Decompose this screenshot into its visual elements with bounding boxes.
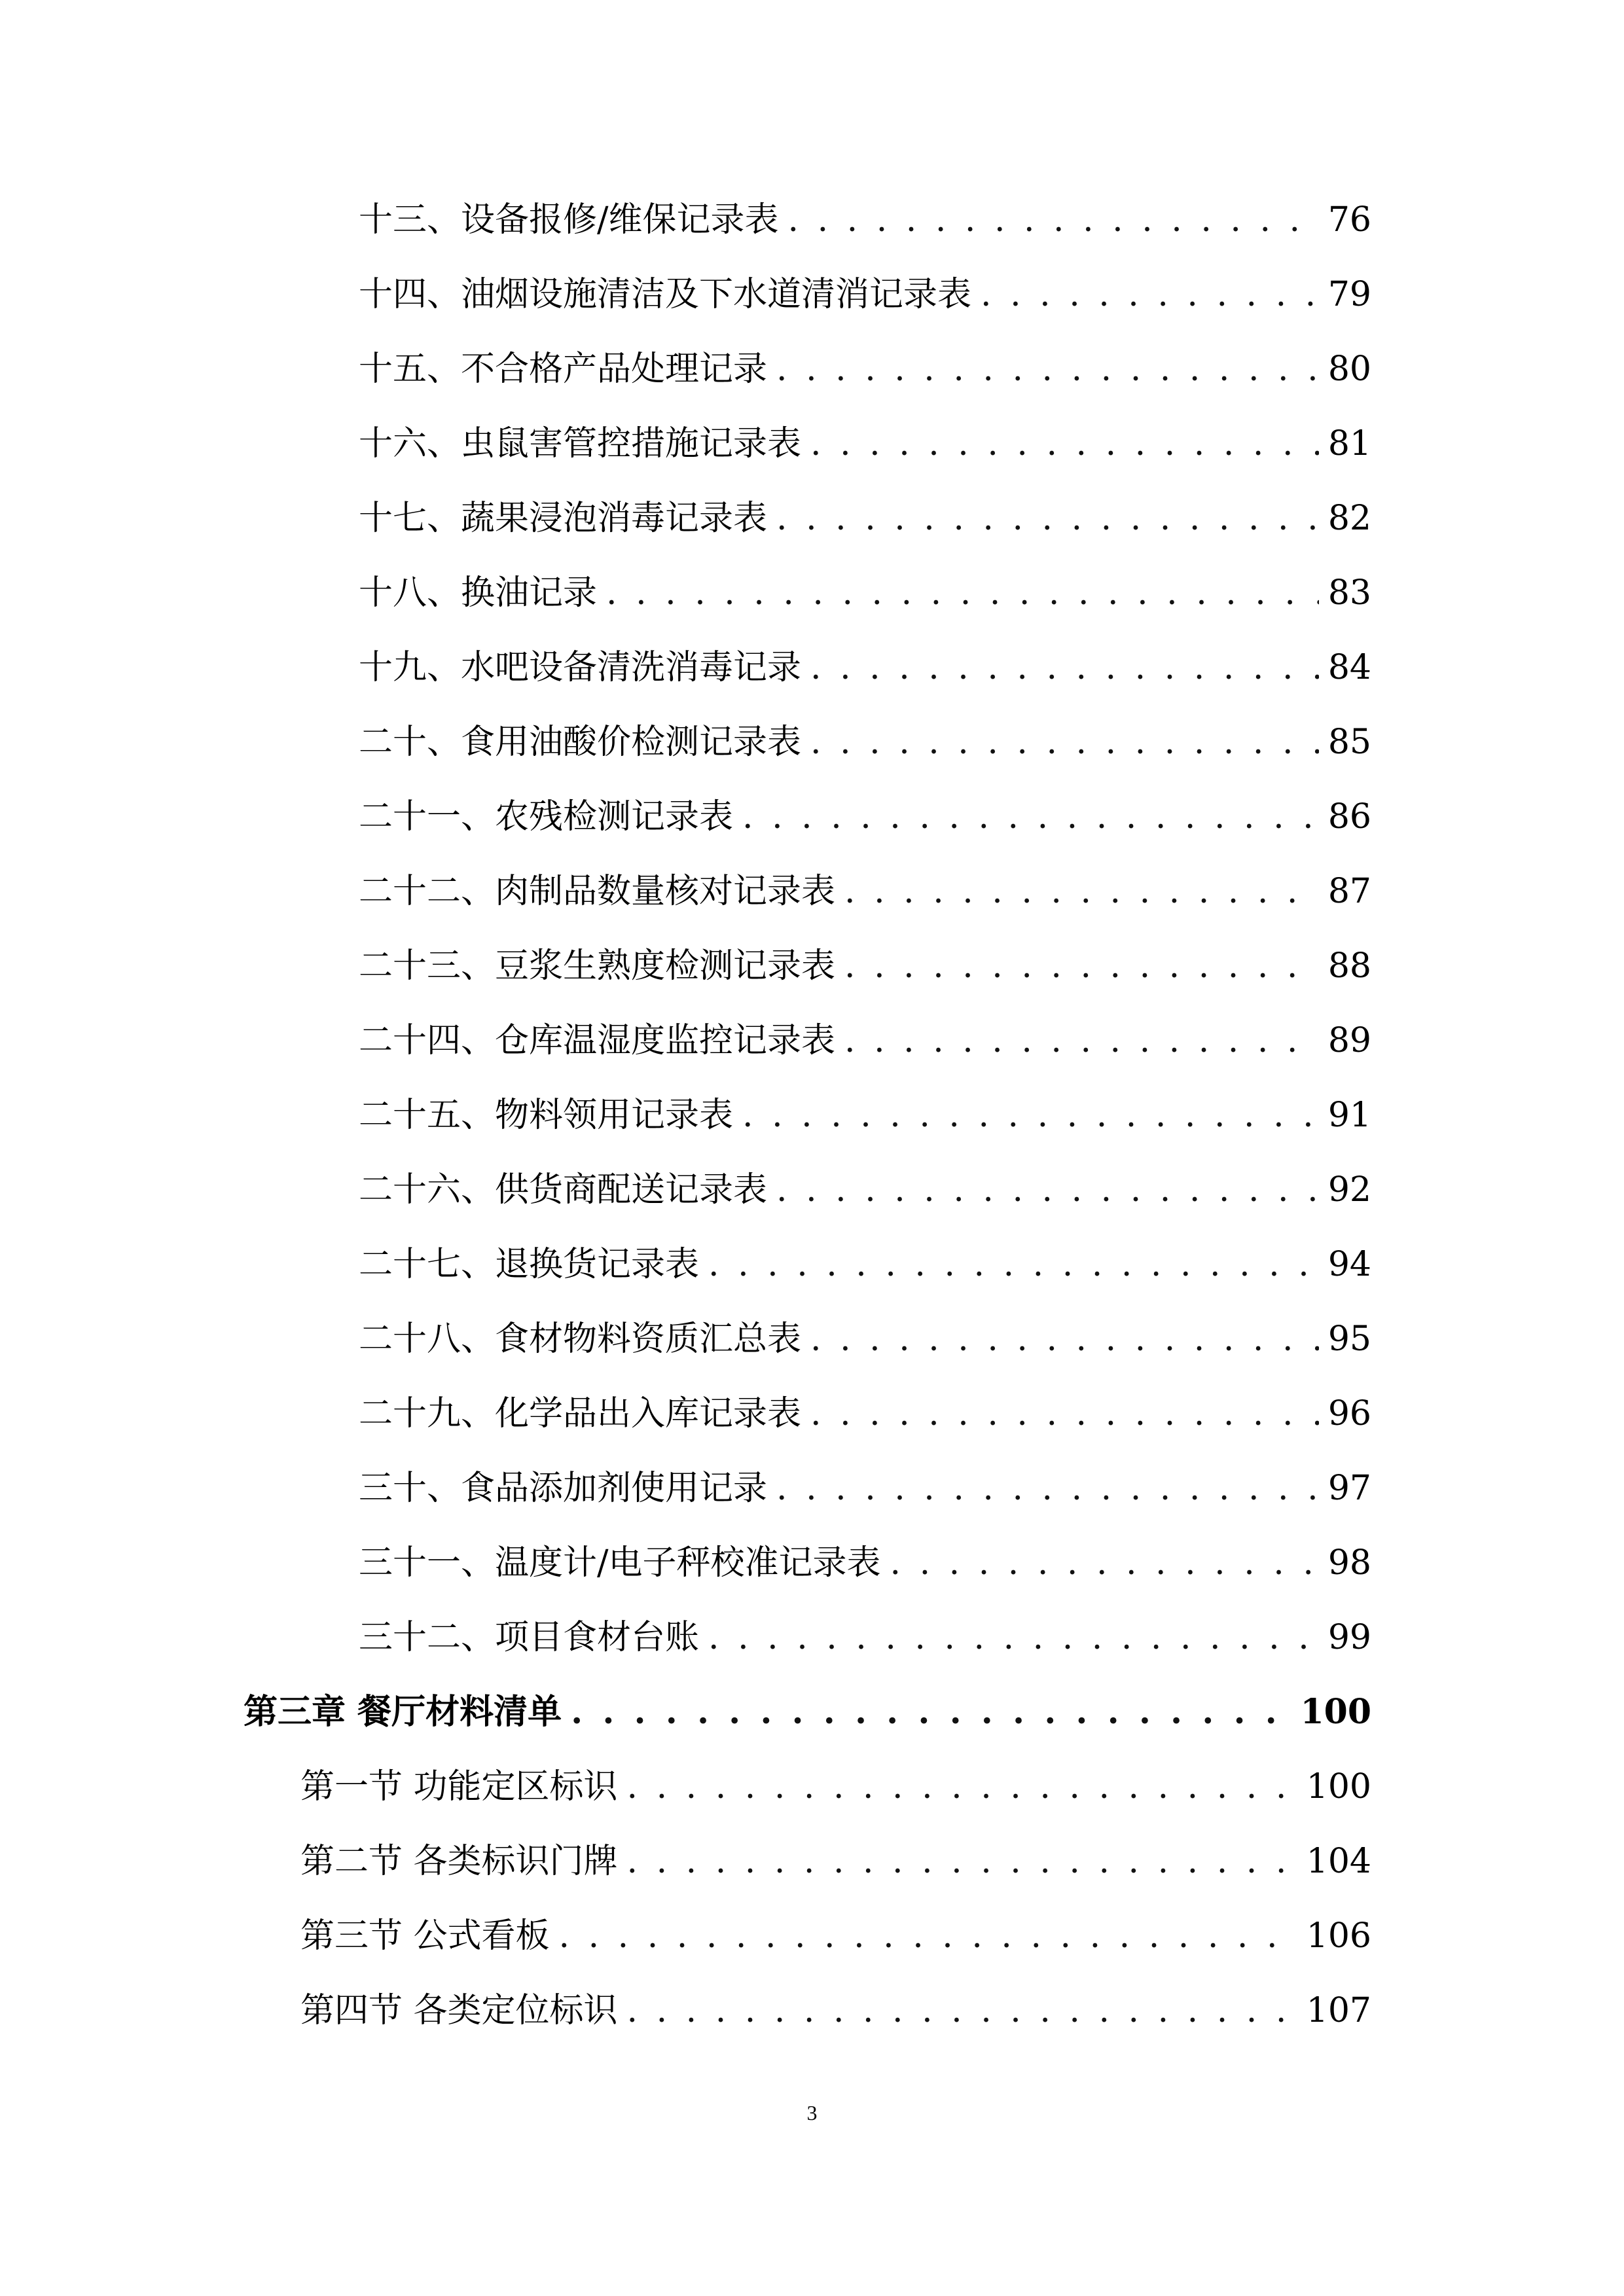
toc-entry-label: 十五、不合格产品处理记录 [359,350,768,389]
toc-entry-page-number: 80 [1327,350,1371,389]
toc-entry-page-number: 84 [1327,648,1371,687]
toc-entry-label: 十九、水吧设备清洗消毒记录 [359,648,802,687]
toc-dot-leader [810,716,1319,768]
toc-item-entry[interactable] [359,1164,1371,1216]
toc-dot-leader [606,567,1319,619]
toc-dot-leader [627,1761,1297,1813]
toc-dot-leader [708,1238,1319,1291]
toc-entry-page-number: 86 [1327,797,1371,836]
toc-entry-label: 二十八、食材物料资质汇总表 [359,1319,802,1359]
toc-item-entry[interactable] [359,1238,1371,1291]
page-number: 3 [806,2101,818,2125]
toc-item-entry[interactable] [359,641,1371,694]
toc-entry-label: 三十二、项目食材台账 [359,1618,700,1657]
toc-section-entry[interactable] [300,1835,1371,1888]
toc-entry-page-number: 99 [1327,1618,1371,1657]
toc-item-entry[interactable] [359,194,1371,246]
toc-dot-leader [571,1686,1291,1738]
toc-entry-page-number: 95 [1327,1319,1371,1359]
toc-entry-page-number: 107 [1306,1991,1371,2030]
toc-item-entry[interactable] [359,1611,1371,1664]
toc-entry-page-number: 79 [1327,275,1371,314]
toc-entry-page-number: 92 [1327,1170,1371,1210]
toc-dot-leader [890,1537,1319,1589]
toc-entry-label: 十四、油烟设施清洁及下水道清消记录表 [359,275,972,314]
toc-entry-page-number: 81 [1327,424,1371,463]
toc-dot-leader [627,1835,1297,1888]
toc-entry-label: 二十、食用油酸价检测记录表 [359,723,802,762]
toc-dot-leader [844,865,1319,918]
toc-entry-page-number: 88 [1327,946,1371,986]
toc-dot-leader [776,1164,1319,1216]
toc-item-entry[interactable] [359,492,1371,545]
toc-entry-page-number: 83 [1327,573,1371,613]
toc-item-entry[interactable] [359,1462,1371,1515]
toc-entry-label: 二十九、化学品出入库记录表 [359,1394,802,1433]
toc-entry-page-number: 94 [1327,1245,1371,1284]
toc-section-entry[interactable] [300,1761,1371,1813]
toc-dot-leader [810,1388,1319,1440]
toc-entry-page-number: 82 [1327,499,1371,538]
toc-entry-label: 二十一、农残检测记录表 [359,797,734,836]
toc-entry-label: 二十二、肉制品数量核对记录表 [359,872,836,911]
toc-entry-label: 三十、食品添加剂使用记录 [359,1469,768,1508]
toc-item-entry[interactable] [359,1388,1371,1440]
toc-item-entry[interactable] [359,567,1371,619]
toc-item-entry[interactable] [359,940,1371,992]
toc-item-entry[interactable] [359,716,1371,768]
toc-item-entry[interactable] [359,268,1371,321]
toc-entry-label: 二十三、豆浆生熟度检测记录表 [359,946,836,986]
toc-item-entry[interactable] [359,1537,1371,1589]
toc-dot-leader [742,791,1319,843]
toc-entry-label: 二十四、仓库温湿度监控记录表 [359,1021,836,1060]
toc-entry-label: 二十六、供货商配送记录表 [359,1170,768,1210]
toc-dot-leader [776,1462,1319,1515]
toc-dot-leader [776,492,1319,545]
toc-item-entry[interactable] [359,418,1371,470]
toc-entry-label: 第三章 餐厅材料清单 [244,1692,562,1732]
toc-dot-leader [559,1910,1297,1962]
toc-item-entry[interactable] [359,1089,1371,1141]
toc-dot-leader [810,418,1319,470]
toc-dot-leader [810,1313,1319,1365]
toc-entry-page-number: 98 [1327,1543,1371,1583]
toc-entry-page-number: 91 [1327,1096,1371,1135]
toc-entry-label: 十八、换油记录 [359,573,598,613]
toc-entry-label: 十三、设备报修/维保记录表 [359,200,779,240]
toc-dot-leader [810,641,1319,694]
toc-dot-leader [776,343,1319,395]
toc-item-entry[interactable] [359,1014,1371,1067]
toc-dot-leader [708,1611,1319,1664]
toc-entry-label: 二十七、退换货记录表 [359,1245,700,1284]
toc-entry-page-number: 85 [1327,723,1371,762]
toc-dot-leader [981,268,1319,321]
toc-entry-page-number: 100 [1306,1767,1371,1806]
toc-dot-leader [788,194,1319,246]
toc-entry-page-number: 104 [1306,1842,1371,1881]
toc-item-entry[interactable] [359,791,1371,843]
toc-item-entry[interactable] [359,1313,1371,1365]
toc-entry-label: 十七、蔬果浸泡消毒记录表 [359,499,768,538]
toc-entry-page-number: 89 [1327,1021,1371,1060]
toc-item-entry[interactable] [359,865,1371,918]
toc-entry-label: 十六、虫鼠害管控措施记录表 [359,424,802,463]
toc-entry-page-number: 96 [1327,1394,1371,1433]
toc-entry-page-number: 76 [1327,200,1371,240]
toc-entry-page-number: 106 [1306,1916,1371,1956]
toc-chapter-entry[interactable] [244,1686,1371,1738]
toc-entry-label: 三十一、温度计/电子秤校准记录表 [359,1543,881,1583]
toc-entry-page-number: 87 [1327,872,1371,911]
toc-entry-page-number: 97 [1327,1469,1371,1508]
toc-dot-leader [627,1984,1297,2037]
toc-section-entry[interactable] [300,1910,1371,1962]
toc-item-entry[interactable] [359,343,1371,395]
toc-dot-leader [844,1014,1319,1067]
toc-entry-label: 二十五、物料领用记录表 [359,1096,734,1135]
toc-entry-label: 第二节 各类标识门牌 [300,1842,618,1881]
toc-entry-label: 第一节 功能定区标识 [300,1767,618,1806]
toc-dot-leader [742,1089,1319,1141]
toc-dot-leader [844,940,1319,992]
toc-entry-label: 第三节 公式看板 [300,1916,550,1956]
toc-entry-label: 第四节 各类定位标识 [300,1991,618,2030]
toc-entry-page-number: 100 [1300,1692,1371,1732]
toc-section-entry[interactable] [300,1984,1371,2037]
